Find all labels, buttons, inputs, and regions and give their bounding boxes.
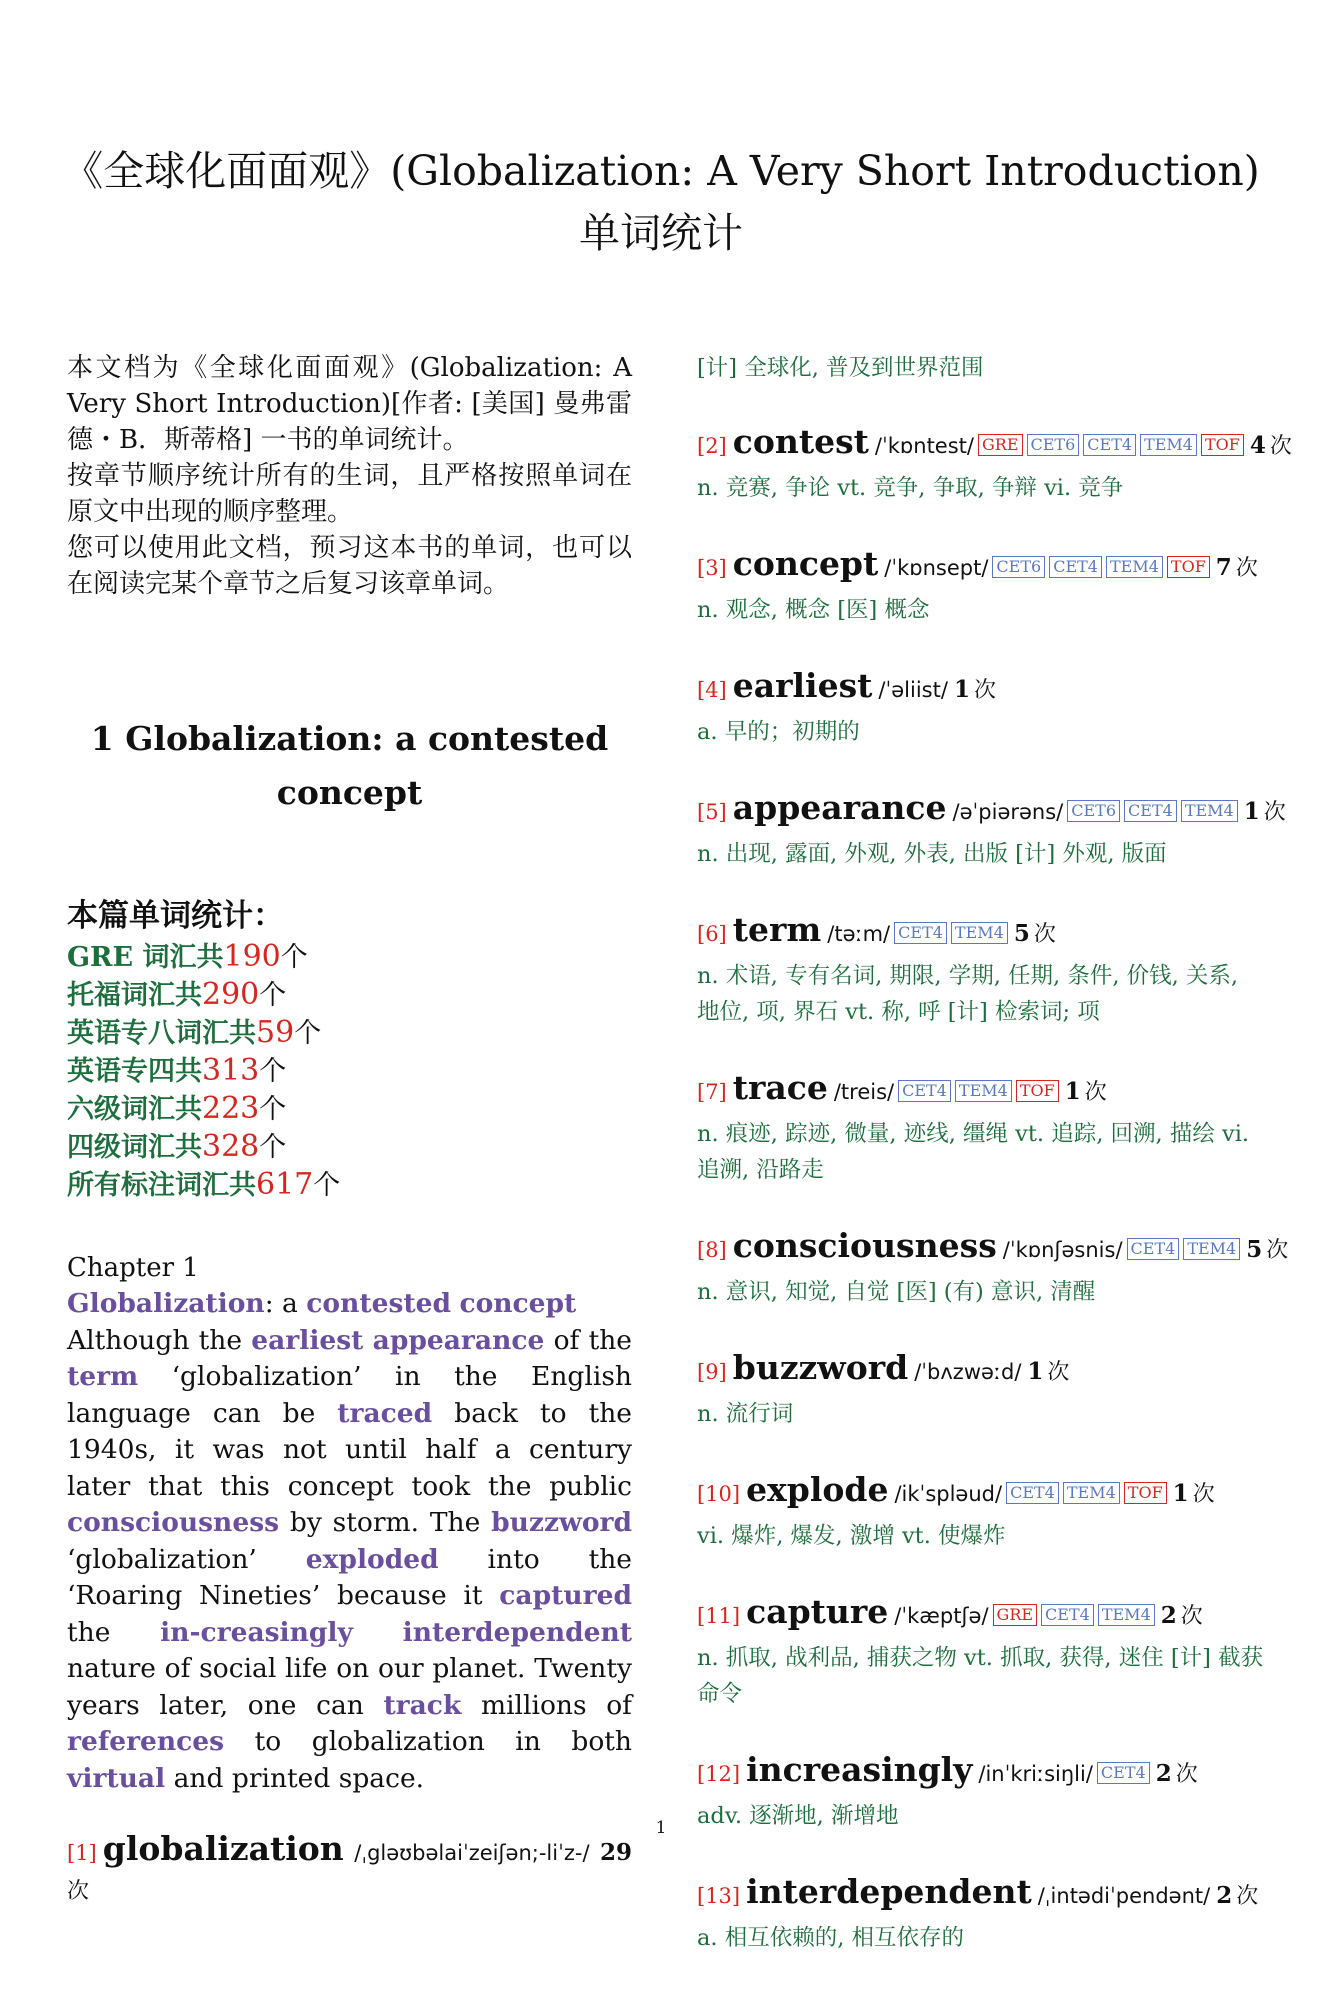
passage-body [67, 1323, 632, 1798]
entry-definition: n. 抓取, 战利品, 捕获之物 vt. 抓取, 获得, 迷住 [计] 截获命令 [697, 1645, 1264, 1707]
page-number: 1 [655, 1818, 667, 1838]
stat-label: 英语专四共 [67, 1056, 202, 1087]
entry-word[interactable]: buzzword [732, 1348, 909, 1387]
intro-paragraph-3: 您可以使用此文档，预习这本书的单词，也可以在阅读完某个章节之后复习该章单词。 [67, 533, 632, 599]
entry-count: 1 [953, 676, 970, 703]
highlight-word[interactable]: appearance [372, 1324, 545, 1356]
entry-index: [3] [697, 556, 727, 580]
entry-index: [10] [697, 1482, 741, 1506]
entry-definition: a. 相互依赖的, 相互依存的 [697, 1925, 965, 1951]
entry-definition: adv. 逐渐地, 渐增地 [697, 1803, 899, 1829]
level-tag: TEM4 [1098, 1604, 1155, 1626]
passage-text: to globalization in both [224, 1726, 632, 1757]
stat-value: 59 [256, 1015, 295, 1050]
level-tag: TEM4 [951, 922, 1008, 944]
level-tag: CET4 [1127, 1238, 1180, 1260]
entry-count: 4 [1249, 432, 1266, 459]
highlight-word[interactable]: references [67, 1726, 225, 1757]
level-tag: CET4 [1124, 800, 1177, 822]
entry-definition: n. 流行词 [697, 1401, 794, 1427]
vocab-entry [697, 420, 1292, 506]
entry-phonetic: /ˌintədiˈpendənt/ [1037, 1884, 1211, 1908]
stat-value: 290 [202, 977, 260, 1012]
entry-phonetic: /ˈəliist/ [878, 678, 948, 702]
stat-row [67, 976, 632, 1014]
vocab-entry [697, 1590, 1267, 1712]
entry-1-definition: [计] 全球化, 普及到世界范围 [697, 355, 984, 381]
document-title: 《全球化面面观》(Globalization: A Very Short Introduction) 单词统计 [62, 147, 1260, 257]
entry-word[interactable]: explode [746, 1470, 889, 1509]
highlight-word[interactable]: term [67, 1361, 139, 1392]
entry-phonetic: /əˈpiərəns/ [952, 800, 1064, 824]
level-tag: TEM4 [955, 1080, 1012, 1102]
level-tag: TEM4 [1183, 1238, 1240, 1260]
entry-definition: a. 早的；初期的 [697, 719, 860, 745]
entry-phonetic: /ˈkæptʃə/ [894, 1604, 989, 1628]
stat-label: 六级词汇共 [67, 1094, 202, 1125]
passage-title [67, 1286, 632, 1323]
entry-phonetic: /ˈbʌzwəːd/ [914, 1360, 1022, 1384]
intro-paragraph-1: 本文档为《全球化面面观》(Globalization: A Very Short Introduction)[作者: [美国] 曼弗雷德・B．斯蒂格] 一书的单词统计。 [67, 353, 632, 455]
level-tag: CET4 [1049, 556, 1102, 578]
passage-text: nature of social life on our planet. Twenty years later, one can [67, 1653, 632, 1721]
passage-text: ‘globalization’ [67, 1543, 306, 1575]
entry-index: [2] [697, 434, 727, 458]
entry-word[interactable]: appearance [732, 788, 947, 827]
entry-phonetic: /ˈkɒnsept/ [884, 556, 989, 580]
entry-word[interactable]: globalization [102, 1829, 344, 1868]
entry-index: [4] [697, 678, 727, 702]
stat-value: 313 [202, 1053, 260, 1088]
stat-unit: 个 [259, 980, 287, 1011]
highlight-word[interactable]: contested [306, 1288, 451, 1319]
level-tag: CET6 [992, 556, 1045, 578]
entry-index: [11] [697, 1604, 741, 1628]
highlight-word[interactable]: consciousness [67, 1507, 280, 1538]
stat-value: 190 [223, 939, 281, 974]
vocab-entry-1 [67, 1827, 632, 1907]
entry-word[interactable]: trace [732, 1068, 828, 1107]
entry-definition: n. 意识, 知觉, 自觉 [医] (有) 意识, 清醒 [697, 1279, 1096, 1305]
level-tag: GRE [978, 434, 1023, 456]
stat-unit: 个 [294, 1018, 322, 1049]
stat-label: GRE 词汇共 [67, 942, 224, 973]
entry-count: 5 [1013, 920, 1030, 947]
intro-paragraph-2: 按章节顺序统计所有的生词，且严格按照单词在原文中出现的顺序整理。 [67, 461, 632, 527]
entry-word[interactable]: capture [746, 1592, 889, 1631]
entry-word[interactable]: term [732, 910, 822, 949]
intro [67, 350, 632, 602]
stat-row [67, 1014, 632, 1052]
entry-count: 2 [1160, 1602, 1177, 1629]
entry-index: [9] [697, 1360, 727, 1384]
passage-text: Although the [67, 1324, 252, 1356]
entry-count: 1 [1027, 1358, 1044, 1385]
entry-definition: n. 观念, 概念 [医] 概念 [697, 597, 930, 623]
stat-row [67, 1128, 632, 1166]
entry-index: [7] [697, 1080, 727, 1104]
highlight-word[interactable]: in-creasingly [160, 1616, 353, 1648]
entry-index: [1] [67, 1841, 97, 1865]
stat-unit: 个 [259, 1132, 287, 1163]
chapter-label: Chapter 1 [67, 1253, 199, 1283]
entry-count: 29 [599, 1839, 632, 1866]
stat-unit: 个 [259, 1056, 287, 1087]
highlight-word[interactable]: Globalization [67, 1288, 265, 1319]
passage-text: the [67, 1616, 161, 1648]
highlight-word[interactable]: captured [499, 1580, 632, 1611]
stat-row [67, 938, 632, 976]
vocab-entry [697, 1870, 1267, 1956]
highlight-word[interactable]: traced [337, 1397, 433, 1429]
entry-index: [13] [697, 1884, 741, 1908]
level-tag: TEM4 [1063, 1482, 1120, 1504]
left-column [67, 350, 632, 1943]
vocab-entries [697, 420, 1292, 1956]
highlight-word[interactable]: exploded [305, 1543, 439, 1575]
entry-count-unit: 次 [1033, 922, 1056, 947]
entry-word[interactable]: earliest [732, 666, 873, 705]
entry-count: 2 [1155, 1760, 1172, 1787]
passage-text: millions of [461, 1689, 632, 1721]
stat-label: 托福词汇共 [67, 980, 202, 1011]
level-tag: TOF [1016, 1080, 1059, 1102]
entry-count-unit: 次 [67, 1879, 90, 1904]
vocab-entry [697, 1346, 1267, 1432]
vocab-entry [697, 542, 1267, 628]
entry-phonetic: /inˈkriːsiŋli/ [978, 1762, 1093, 1786]
vocab-entry [697, 786, 1286, 872]
entry-phonetic: /ˈkɒnʃəsnis/ [1002, 1238, 1123, 1262]
stat-row [67, 1166, 632, 1204]
entry-phonetic: /treis/ [833, 1080, 895, 1104]
level-tag: CET4 [894, 922, 947, 944]
entry-word[interactable]: consciousness [732, 1226, 997, 1265]
entry-count-unit: 次 [1266, 1238, 1289, 1263]
entry-definition: n. 痕迹, 踪迹, 微量, 迹线, 缰绳 vt. 追踪, 回溯, 描绘 vi. 追溯, 沿路走 [697, 1121, 1250, 1183]
entry-count-unit: 次 [1192, 1482, 1215, 1507]
entry-count-unit: 次 [1175, 1762, 1198, 1787]
stat-value: 223 [202, 1091, 260, 1126]
passage-text: ‘globalization’ in the English language can be [67, 1361, 632, 1429]
entry-count-unit: 次 [1263, 800, 1286, 825]
level-tag: TEM4 [1106, 556, 1163, 578]
passage-text [363, 1325, 372, 1356]
entry-index: [5] [697, 800, 727, 824]
passage-text: into the ‘Roaring Nineties’ because it [67, 1543, 632, 1611]
stat-label: 四级词汇共 [67, 1132, 202, 1163]
stats-list [67, 938, 632, 1204]
entry-count-unit: 次 [973, 678, 996, 703]
entry-index: [8] [697, 1238, 727, 1262]
level-tag: TOF [1124, 1482, 1167, 1504]
stat-label: 英语专八词汇共 [67, 1018, 256, 1049]
level-tag: CET6 [1027, 434, 1080, 456]
entry-phonetic: /ˌgləʊbəlaiˈzeiʃən;-liˈz-/ [354, 1841, 590, 1865]
chapter-heading: 1 Globalization: a contested concept [90, 719, 609, 812]
level-tag: TOF [1201, 434, 1244, 456]
highlight-word[interactable]: track [383, 1689, 462, 1721]
passage-text: of the [544, 1324, 632, 1356]
entry-word[interactable]: increasingly [746, 1750, 973, 1789]
right-column [697, 350, 1292, 1992]
level-tag: CET4 [1041, 1604, 1094, 1626]
entry-count-unit: 次 [1235, 556, 1258, 581]
highlight-word[interactable]: interdependent [402, 1616, 632, 1648]
vocab-entry [697, 1468, 1267, 1554]
entry-index: [6] [697, 922, 727, 946]
entry-count: 1 [1064, 1078, 1081, 1105]
vocab-entry [697, 664, 1267, 750]
stat-row [67, 1090, 632, 1128]
vocab-entry [697, 1066, 1267, 1188]
entry-count: 7 [1215, 554, 1232, 581]
entry-count-unit: 次 [1269, 434, 1292, 459]
stat-label: 所有标注词汇共 [67, 1170, 256, 1201]
entry-index: [12] [697, 1762, 741, 1786]
highlight-word[interactable]: concept [459, 1288, 577, 1319]
entry-definition: vi. 爆炸, 爆发, 激增 vt. 使爆炸 [697, 1523, 1006, 1549]
passage-text: back to the 1940s, it was not until half a century later that this concept took the public [67, 1397, 632, 1502]
stat-unit: 个 [280, 942, 308, 973]
stat-value: 617 [256, 1167, 314, 1202]
entry-count-unit: 次 [1084, 1080, 1107, 1105]
level-tag: CET4 [1083, 434, 1136, 456]
entry-phonetic: /təːm/ [827, 922, 891, 946]
entry-word[interactable]: interdependent [746, 1872, 1032, 1911]
passage-text [353, 1617, 403, 1648]
entry-count-unit: 次 [1180, 1604, 1203, 1629]
entry-count: 5 [1246, 1236, 1263, 1263]
entry-count-unit: 次 [1236, 1884, 1259, 1909]
level-tag: CET4 [1006, 1482, 1059, 1504]
level-tag: TOF [1167, 556, 1210, 578]
level-tag: TEM4 [1140, 434, 1197, 456]
entry-definition: n. 竞赛, 争论 vt. 竞争, 争取, 争辩 vi. 竞争 [697, 475, 1124, 501]
level-tag: CET4 [1097, 1762, 1150, 1784]
stats-title: 本篇单词统计： [67, 898, 284, 934]
vocab-entry [697, 908, 1267, 1030]
entry-count: 2 [1216, 1882, 1233, 1909]
entry-phonetic: /ikˈspləud/ [894, 1482, 1003, 1506]
entry-count-unit: 次 [1047, 1360, 1070, 1385]
entry-phonetic: /ˈkɒntest/ [874, 434, 974, 458]
entry-word[interactable]: contest [732, 422, 869, 461]
passage-text: by storm. The [279, 1507, 492, 1538]
level-tag: GRE [993, 1604, 1038, 1626]
highlight-word[interactable]: virtual [67, 1762, 166, 1794]
vocab-entry [697, 1224, 1289, 1310]
entry-count: 1 [1243, 798, 1260, 825]
level-tag: CET6 [1067, 800, 1120, 822]
entry-count: 1 [1172, 1480, 1189, 1507]
entry-definition: n. 术语, 专有名词, 期限, 学期, 任期, 条件, 价钱, 关系, 地位, 项, 界石 vt. 称, 呼 [计] 检索词; 项 [697, 963, 1239, 1025]
passage-text: : a [264, 1288, 307, 1319]
stat-unit: 个 [313, 1170, 341, 1201]
entry-word[interactable]: concept [732, 544, 879, 583]
passage-text: and printed space. [165, 1762, 425, 1794]
highlight-word[interactable]: earliest [251, 1324, 364, 1356]
stat-value: 328 [202, 1129, 260, 1164]
entry-definition: n. 出现, 露面, 外观, 外表, 出版 [计] 外观, 版面 [697, 841, 1167, 867]
level-tag: CET4 [898, 1080, 951, 1102]
stat-row [67, 1052, 632, 1090]
level-tag: TEM4 [1181, 800, 1238, 822]
stat-unit: 个 [259, 1094, 287, 1125]
highlight-word[interactable]: buzzword [491, 1507, 632, 1538]
